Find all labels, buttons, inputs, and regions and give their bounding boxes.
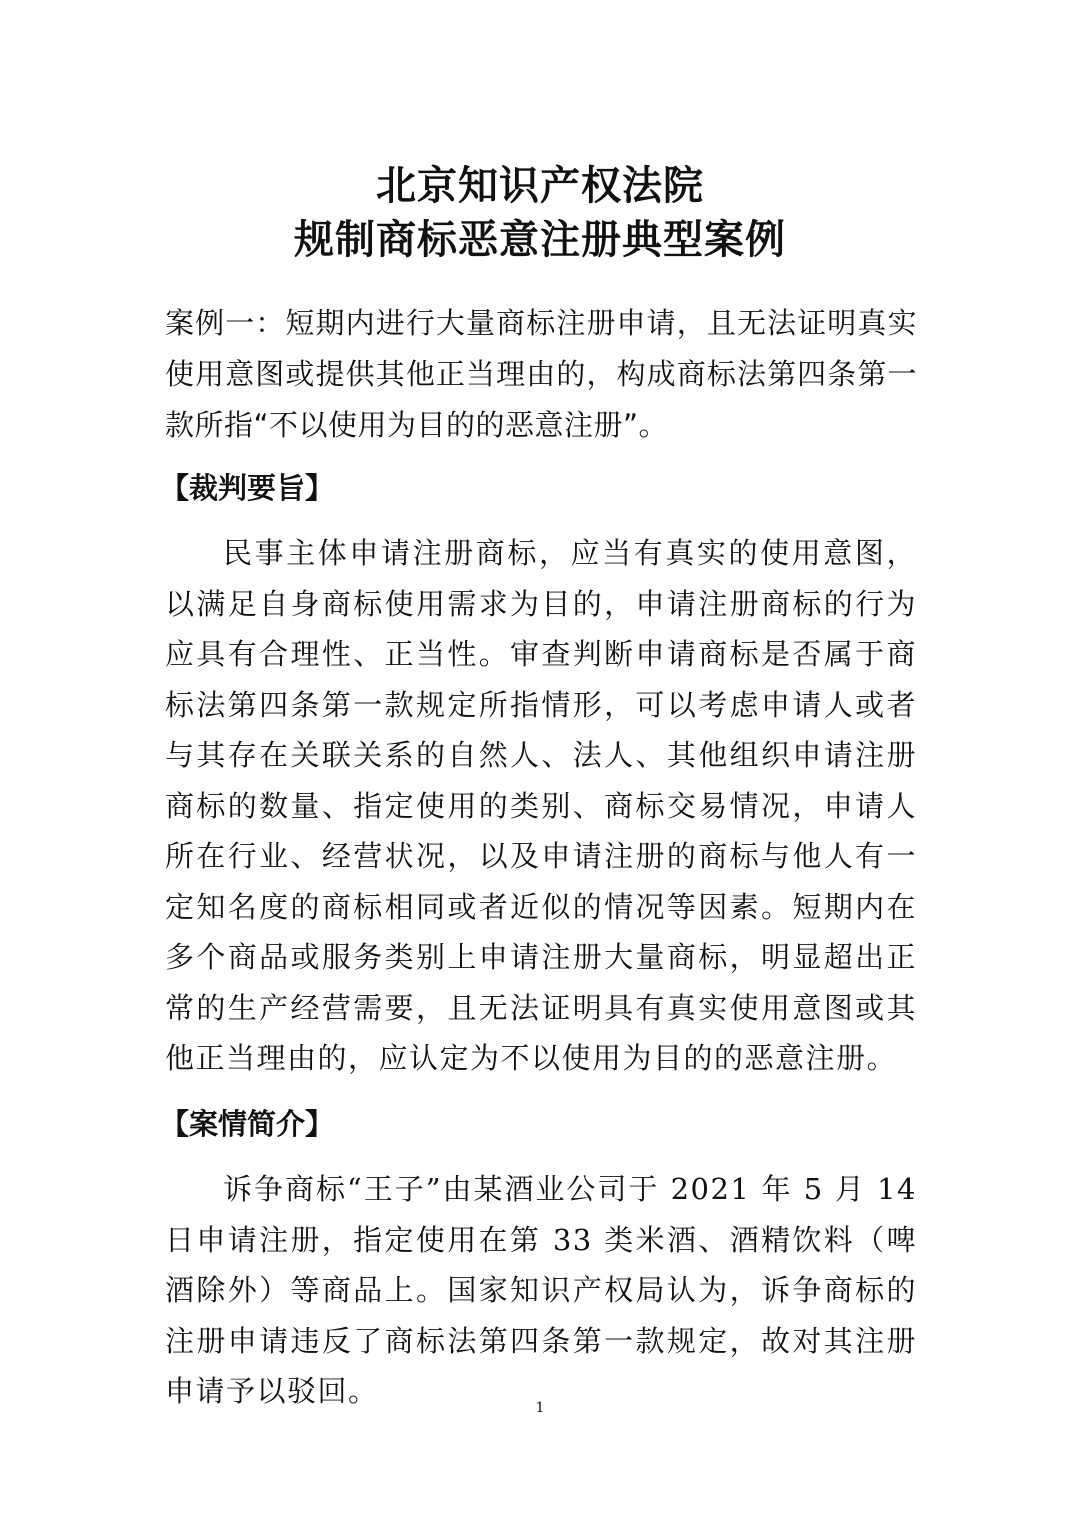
case-summary-paragraph: 诉争商标“王子”由某酒业公司于 2021 年 5 月 14 日申请注册，指定使用在第 33 类米酒、酒精饮料（啤酒除外）等商品上。国家知识产权局认为，诉争商标的注册申请违反了商标法第四条第一款规定，故对其注册申请予以驳回。 <box>165 1172 917 1408</box>
document-title-line1: 北京知识产权法院 <box>376 162 704 209</box>
page-number: 1 <box>535 1400 545 1416</box>
document-title-line2: 规制商标恶意注册典型案例 <box>294 216 786 263</box>
section-heading-ruling-gist: 【裁判要旨】 <box>160 471 335 505</box>
section-heading-case-summary: 【案情简介】 <box>160 1107 335 1141</box>
case-heading: 案例一：短期内进行大量商标注册申请，且无法证明真实使用意图或提供其他正当理由的，构成商标法第四条第一款所指“不以使用为目的的恶意注册”。 <box>165 306 917 442</box>
ruling-gist-paragraph: 民事主体申请注册商标，应当有真实的使用意图，以满足自身商标使用需求为目的，申请注册商标的行为应具有合理性、正当性。审查判断申请商标是否属于商标法第四条第一款规定所指情形，可以考虑申请人或者与其存在关联关系的自然人、法人、其他组织申请注册商标的数量、指定使用的类别、商标交易情况，申请人所在行业、经营状况，以及申请注册的商标与他人有一定知名度的商标相同或者近似的情况等因素。短期内在多个商品或服务类别上申请注册大量商标，明显超出正常的生产经营需要，且无法证明具有真实使用意图或其他正当理由的，应认定为不以使用为目的的恶意注册。 <box>165 536 917 1075</box>
